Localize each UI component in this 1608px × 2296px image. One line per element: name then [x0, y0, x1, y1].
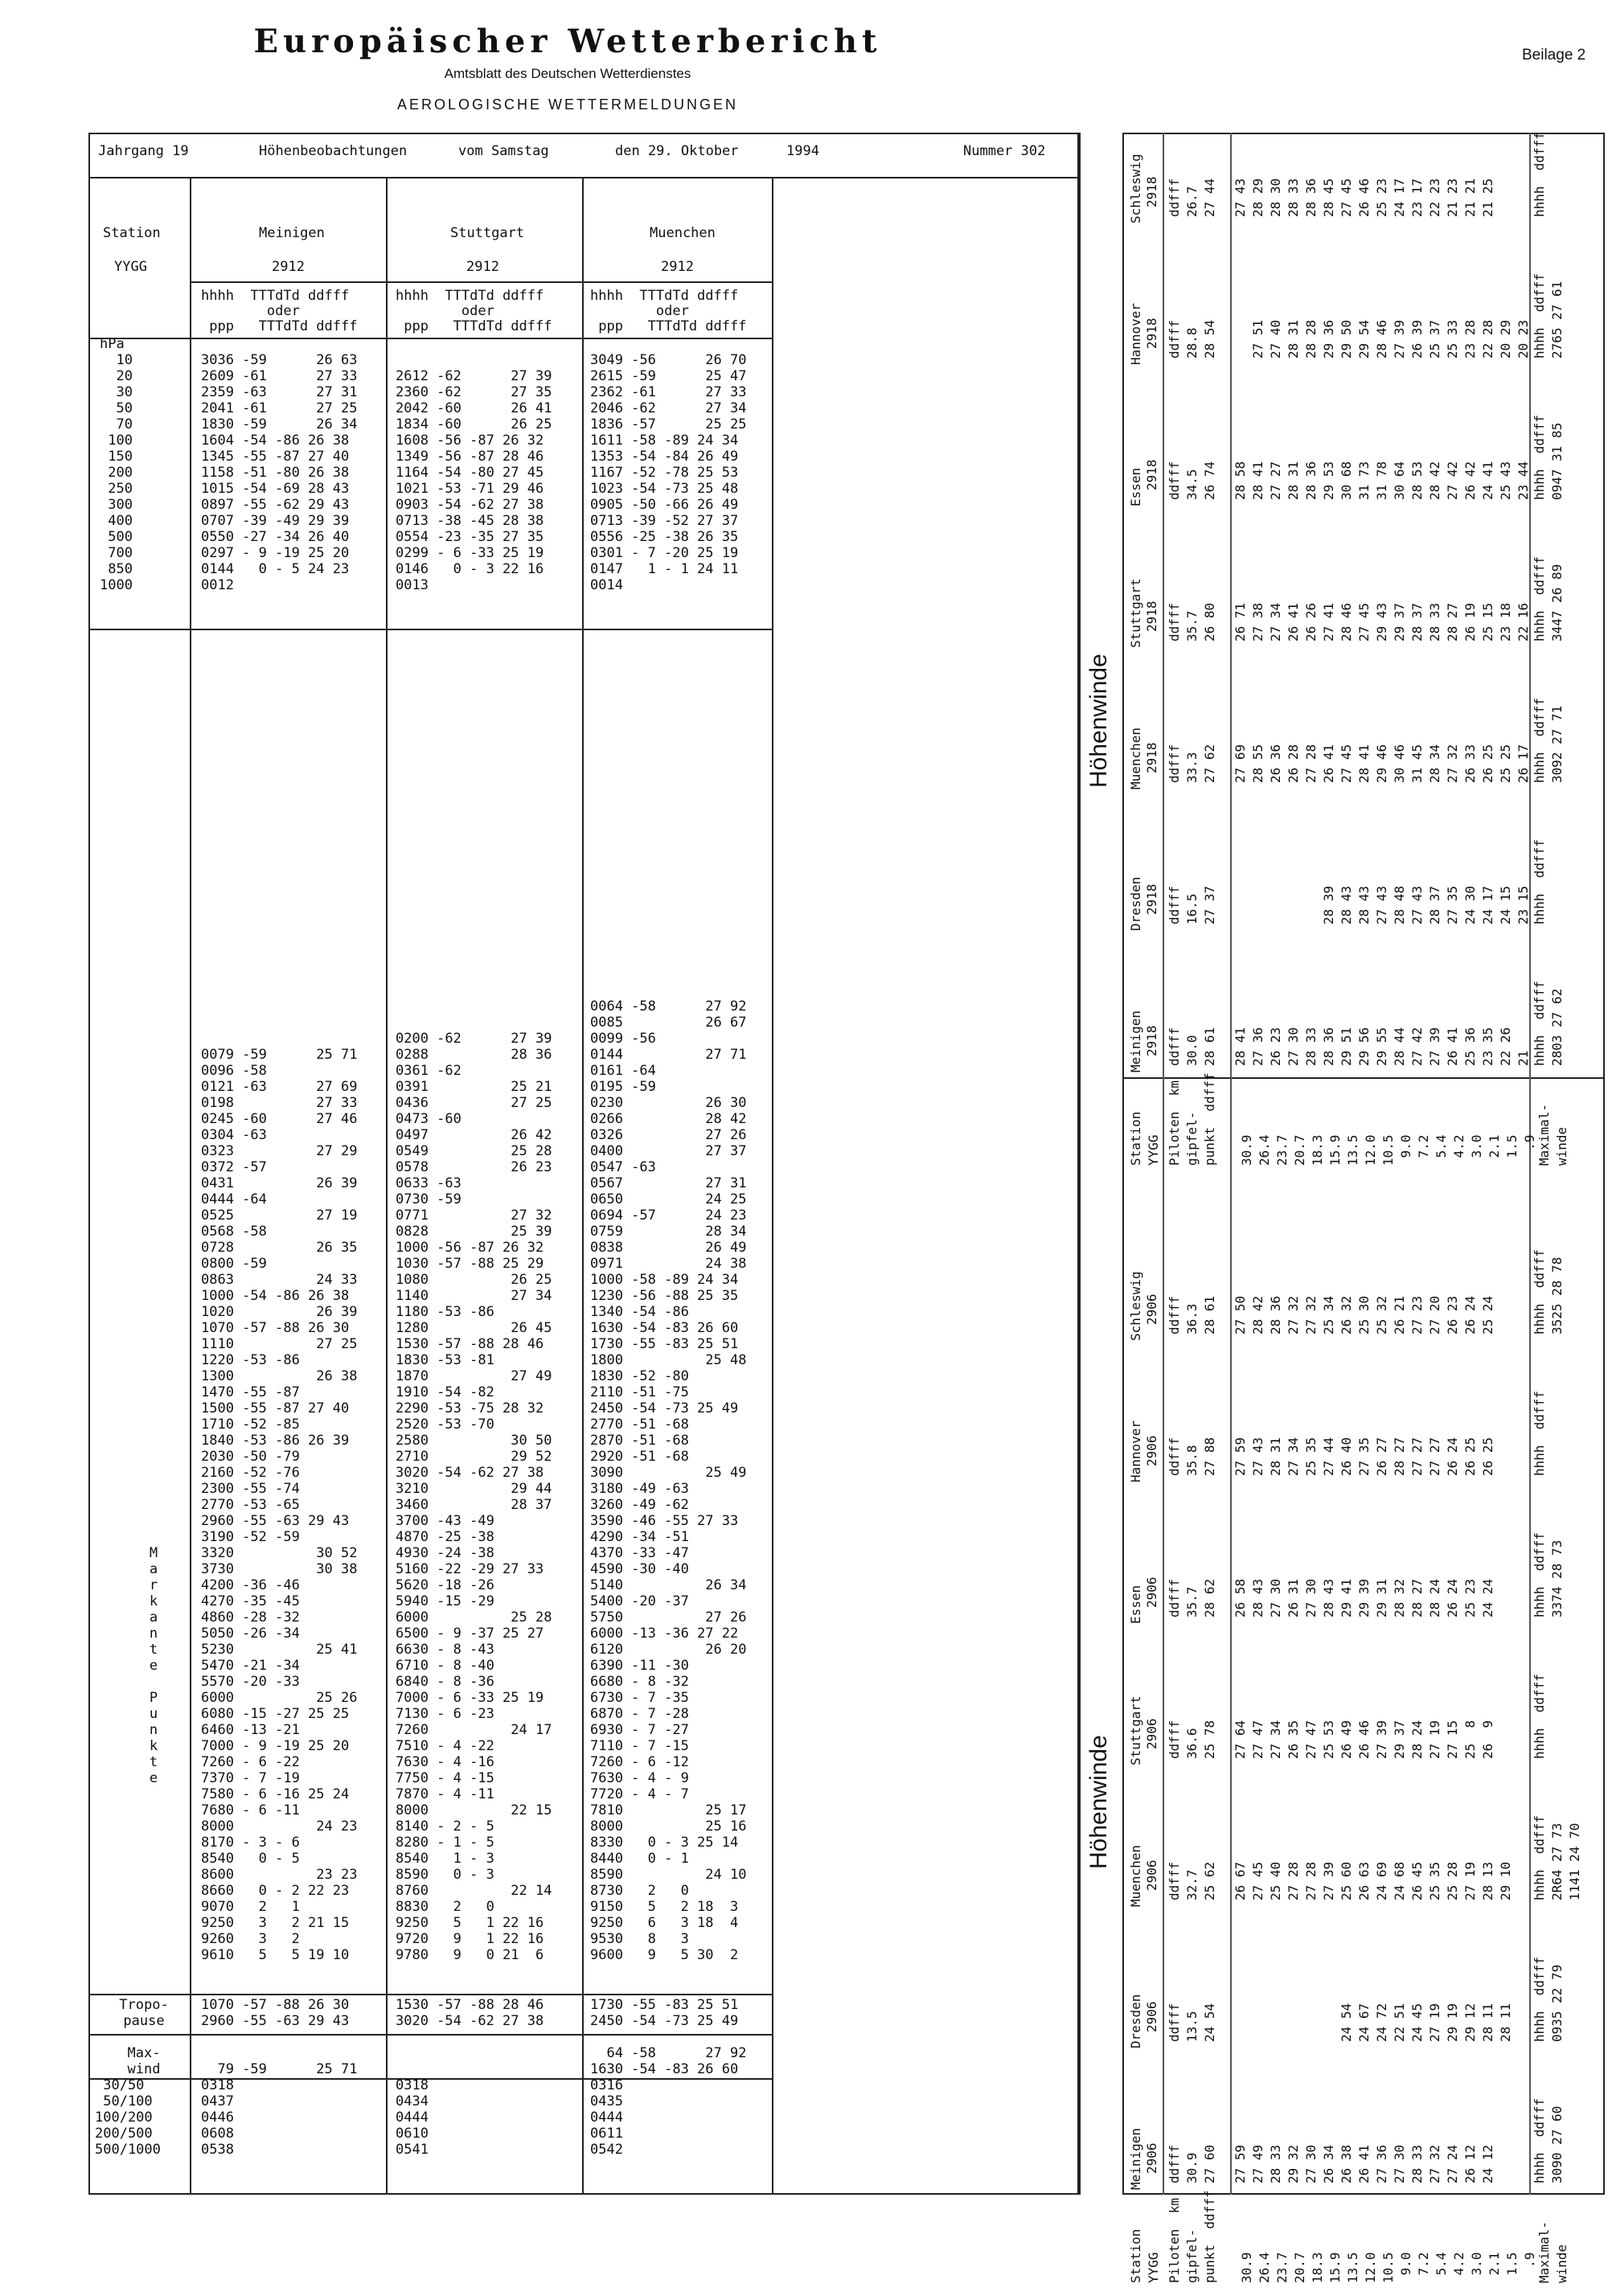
wind-station-label-top: Station YYGG	[1128, 1111, 1161, 1166]
wind-max-bottom-2: hhhh ddfff 2R64 27 73 1141 24 70	[1532, 1815, 1582, 1900]
wind-station-top-2: Muenchen	[1128, 727, 1143, 789]
shear-meinigen: 0318 0437 0446 0608 0538	[201, 2077, 234, 2158]
station-yygg-1: 2912	[272, 259, 305, 275]
wind-data-top-0: 28 41 27 36 26 23 27 30 28 33 28 36 29 51 29 56 29 55 28 44 27 42 27 39 26 41 25 36 23 35 22 26 21	[1233, 1027, 1531, 1066]
wind-head-bottom-0: ddfff 30.9 27 60	[1167, 2144, 1217, 2183]
page-title: Europäischer Wetterbericht	[253, 23, 882, 60]
wind-data-top-3: 26 71 27 38 27 34 26 41 26 26 27 41 28 46 27 45 29 43 29 37 28 37 28 33 28 27 26 19 25 15 23 18 22 16	[1233, 602, 1531, 642]
wind-yygg-bottom-2: 2906	[1144, 1859, 1159, 1891]
wind-max-bottom-6: hhhh ddfff 3525 28 78	[1532, 1249, 1565, 1335]
hoehenwinde-title-top: Höhenwinde	[1085, 654, 1112, 788]
issue-number: Nummer 302	[963, 143, 1046, 159]
wind-head-top-0: ddfff 30.0 28 61	[1167, 1027, 1217, 1066]
wind-data-bottom-5: 27 59 27 43 28 31 27 34 25 35 27 44 26 40 27 35 26 27 28 27 27 27 27 27 26 24 26 25 26 25	[1233, 1437, 1495, 1476]
obs-year: 1994	[786, 143, 819, 159]
maxwind-label: Max- wind	[127, 2045, 161, 2077]
wind-station-top-3: Stuttgart	[1128, 578, 1143, 648]
wind-data-bottom-6: 27 50 28 42 28 36 27 32 27 32 25 34 26 32 25 30 25 32 26 21 27 23 27 20 26 23 26 24 25 24	[1233, 1295, 1495, 1335]
col-head-2c: ppp TTTdTd ddfff	[396, 318, 552, 334]
wind-station-bottom-0: Meinigen	[1128, 2127, 1143, 2190]
tropo-muenchen: 1730 -55 -83 25 51 2450 -54 -73 25 49	[590, 1997, 739, 2029]
wind-max-top-2: hhhh ddfff 3092 27 71	[1532, 698, 1565, 783]
wind-data-bottom-2: 26 67 27 45 25 40 27 28 27 28 27 39 25 60 26 63 24 69 24 68 26 45 25 35 25 28 27 19 28 13 29 10	[1233, 1861, 1513, 1900]
wind-data-bottom-3: 27 64 27 47 27 34 26 35 27 47 25 53 26 49 26 46 27 39 29 37 28 24 27 19 27 15 25 8 26 9	[1233, 1720, 1495, 1759]
wind-max-top-0: hhhh ddfff 2803 27 62	[1532, 981, 1565, 1066]
wind-station-top-0: Meinigen	[1128, 1010, 1143, 1072]
wind-station-top-4: Essen	[1128, 467, 1143, 506]
wind-data-bottom-0: 27 59 27 49 28 33 29 32 27 30 26 34 26 38 26 41 27 36 27 30 28 33 27 32 27 24 26 12 24 12	[1233, 2144, 1495, 2183]
wind-data-bottom-4: 26 58 28 43 27 30 26 31 27 30 28 43 29 41 29 39 29 31 28 32 28 27 28 24 26 24 25 23 24 24	[1233, 1578, 1495, 1617]
wind-yygg-bottom-6: 2906	[1144, 1294, 1159, 1325]
section-title: AEROLOGISCHE WETTERMELDUNGEN	[396, 96, 739, 113]
shear-muenchen: 0316 0435 0444 0611 0542	[590, 2077, 623, 2158]
wind-data-top-2: 27 69 28 55 26 36 26 28 27 28 26 41 27 45 28 41 29 46 30 46 31 45 28 34 27 32 26 33 26 25 25 25 26 17	[1233, 744, 1531, 783]
wind-max-top-1: hhhh ddfff	[1532, 839, 1547, 925]
wind-data-top-1: 28 39 28 43 28 43 27 43 28 48 27 43 28 37 27 35 24 30 24 17 24 15 23 15	[1321, 885, 1531, 925]
col-head-1: hhhh TTTdTd ddfff	[201, 288, 350, 304]
shear-levels: 30/50 50/100 100/200 200/500 500/1000	[95, 2077, 161, 2158]
col-head-1b: oder	[201, 303, 300, 319]
wind-head-bottom-6: ddfff 36.3 28 61	[1167, 1295, 1217, 1335]
maxwind-muenchen: 64 -58 27 92 1630 -54 -83 26 60	[590, 2045, 747, 2077]
wind-yygg-top-5: 2918	[1144, 318, 1159, 349]
supplement-label: Beilage 2	[1522, 47, 1586, 64]
jahrgang: Jahrgang 19	[98, 143, 189, 159]
wind-yygg-top-0: 2918	[1144, 1025, 1159, 1056]
page-subtitle: Amtsblatt des Deutschen Wetterdienstes	[444, 66, 691, 81]
wind-head-top-1: ddfff 16.5 27 37	[1167, 885, 1217, 925]
station-yygg-3: 2912	[661, 259, 694, 275]
col-head-2: hhhh TTTdTd ddfff	[396, 288, 544, 304]
wind-max-bottom-5: hhhh ddfff	[1532, 1391, 1547, 1476]
wind-maximal-label-top: Maximal- winde	[1536, 1103, 1569, 1166]
wind-yygg-bottom-0: 2906	[1144, 2142, 1159, 2174]
obs-day: vom Samstag	[458, 143, 549, 159]
wind-station-label-bottom: Station YYGG	[1128, 2228, 1161, 2283]
wind-yygg-bottom-4: 2906	[1144, 1576, 1159, 1608]
wind-head-bottom-1: ddfff 13.5 24 54	[1167, 2003, 1217, 2042]
station-label: Station	[103, 225, 161, 241]
station-name-3: Muenchen	[650, 225, 716, 241]
markante-punkte-label: M a r k a n t e P u n k t e	[149, 1545, 158, 1786]
tropo-meinigen: 1070 -57 -88 26 30 2960 -55 -63 29 43	[201, 1997, 350, 2029]
col-head-3c: ppp TTTdTd ddfff	[590, 318, 747, 334]
wind-yygg-top-3: 2918	[1144, 601, 1159, 632]
obs-type: Höhenbeobachtungen	[259, 143, 408, 159]
hpa-label: hPa	[100, 336, 125, 352]
maxwind-meinigen: 79 -59 25 71	[217, 2061, 358, 2077]
wind-head-top-2: ddfff 33.3 27 62	[1167, 744, 1217, 783]
wind-head-bottom-2: ddfff 32.7 25 62	[1167, 1861, 1217, 1900]
wind-station-bottom-6: Schleswig	[1128, 1271, 1143, 1341]
wind-data-bottom-1: 24 54 24 67 24 72 22 51 24 45 27 19 29 19 29 12 28 11 28 11	[1339, 2003, 1513, 2042]
col-head-2b: oder	[396, 303, 494, 319]
obs-date: den 29. Oktober	[615, 143, 739, 159]
wind-head-top-5: ddfff 28.8 28 54	[1167, 319, 1217, 359]
wind-yygg-top-1: 2918	[1144, 884, 1159, 915]
wind-piloten-label-bottom: Piloten km gipfel- punkt ddfff	[1167, 2190, 1217, 2283]
wind-station-bottom-3: Stuttgart	[1128, 1695, 1143, 1765]
wind-station-bottom-4: Essen	[1128, 1585, 1143, 1624]
wind-data-top-5: 27 51 27 40 28 31 28 28 29 36 29 50 29 54 28 46 27 39 26 39 25 37 25 33 23 28 22 28 20 29 20 23	[1250, 319, 1531, 359]
wind-head-top-4: ddfff 34.5 26 74	[1167, 461, 1217, 500]
wind-head-top-3: ddfff 35.7 26 80	[1167, 602, 1217, 642]
wind-max-top-4: hhhh ddfff 0947 31 85	[1532, 415, 1565, 500]
wind-piloten-label-top: Piloten km gipfel- punkt ddfff	[1167, 1072, 1217, 1166]
wind-station-bottom-1: Dresden	[1128, 1994, 1143, 2048]
wind-yygg-bottom-5: 2906	[1144, 1435, 1159, 1466]
wind-station-top-5: Hannover	[1128, 302, 1143, 365]
wind-head-bottom-5: ddfff 35.8 27 88	[1167, 1437, 1217, 1476]
yygg-label: YYGG	[114, 259, 147, 275]
wind-station-top-1: Dresden	[1128, 876, 1143, 931]
wind-heights-bottom: 30.9 26.4 23.7 20.7 18.3 15.9 13.5 12.0 10.5 9.0 7.2 5.4 4.2 3.0 2.1 1.5 .9	[1239, 2252, 1537, 2283]
sig-points-muenchen: 0064 -58 27 92 0085 26 67 0099 -56 0144 27 71 0161 -64 0195 -59 0230 26 30 0266 28 42 0326 27 26 0400 27 37 0547 -63 0567 27 31 0650 24 25 0694 -57 24 23 0759 28 34 0838 26 49 0971 24 38 1000 -58 -89 24 34 1230 -56 -88 25 35 1340 -54 -86 1630 -54 -83 26 60 1730 -55 -83 25 51 1800 25 48 1830 -52 -80 2110 -51 -75 2450 -54 -73 25 49 2770 -51 -68 2870 -51 -68 2920 -51 -68 3090 25 49 3180 -49 -63 3260 -49 -62 3590 -46 -55 27 33 4290 -34 -51 4370 -33 -47 4590 -30 -40 5140 26 34 5400 -20 -37 5750 27 26 6000 -13 -36 27 22 6120 26 20 6390 -11 -30 6680 - 8 -32 6730 - 7 -35 6870 - 7 -28 6930 - 7 -27 7110 - 7 -15 7260 - 6 -12 7630 - 4 - 9 7720 - 4 - 7 7810 25 17 8000 25 16 8330 0 - 3 25 14 8440 0 - 1 8590 24 10 8730 2 0 9150 5 2 18 3 9250 6 3 18 4 9530 8 3 9600 9 5 30 2	[590, 998, 747, 1963]
station-name-2: Stuttgart	[450, 225, 525, 241]
tropopause-label: Tropo- pause	[119, 1997, 169, 2029]
wind-max-top-6: hhhh ddfff	[1532, 132, 1547, 217]
wind-max-bottom-4: hhhh ddfff 3374 28 73	[1532, 1532, 1565, 1617]
wind-head-bottom-3: ddfff 36.6 25 78	[1167, 1720, 1217, 1759]
col-head-3: hhhh TTTdTd ddfff	[590, 288, 739, 304]
sig-points-stuttgart: 0200 -62 27 39 0288 28 36 0361 -62 0391 25 21 0436 27 25 0473 -60 0497 26 42 0549 25 28 0578 26 23 0633 -63 0730 -59 0771 27 32 0828 25 39 1000 -56 -87 26 32 1030 -57 -88 25 29 1080 26 25 1140 27 34 1180 -53 -86 1280 26 45 1530 -57 -88 28 46 1830 -53 -81 1870 27 49 1910 -54 -82 2290 -53 -75 28 32 2520 -53 -70 2580 30 50 2710 29 52 3020 -54 -62 27 38 3210 29 44 3460 28 37 3700 -43 -49 4870 -25 -38 4930 -24 -38 5160 -22 -29 27 33 5620 -18 -26 5940 -15 -29 6000 25 28 6500 - 9 -37 25 27 6630 - 8 -43 6710 - 8 -40 6840 - 8 -36 7000 - 6 -33 25 19 7130 - 6 -23 7260 24 17 7510 - 4 -22 7630 - 4 -16 7750 - 4 -15 7870 - 4 -11 8000 22 15 8140 - 2 - 5 8280 - 1 - 5 8540 1 - 3 8590 0 - 3 8760 22 14 8830 2 0 9250 5 1 22 16 9720 9 1 22 16 9780 9 0 21 6	[396, 1031, 552, 1963]
shear-stuttgart: 0318 0434 0444 0610 0541	[396, 2077, 429, 2158]
wind-heights-top: 30.9 26.4 23.7 20.7 18.3 15.9 13.5 12.0 10.5 9.0 7.2 5.4 4.2 3.0 2.1 1.5 .9	[1239, 1134, 1537, 1166]
wind-head-top-6: ddfff 26.7 27 44	[1167, 178, 1217, 217]
wind-yygg-bottom-3: 2906	[1144, 1718, 1159, 1749]
wind-station-top-6: Schleswig	[1128, 154, 1143, 223]
wind-station-bottom-2: Muenchen	[1128, 1844, 1143, 1907]
wind-yygg-bottom-1: 2906	[1144, 2001, 1159, 2032]
wind-max-bottom-1: hhhh ddfff 0935 22 79	[1532, 1957, 1565, 2042]
std-levels-muenchen: 3049 -56 26 70 2615 -59 25 47 2362 -61 27 33 2046 -62 27 34 1836 -57 25 25 1611 -58 -89 24 34 1353 -54 -84 26 49 1167 -52 -78 25 53 1023 -54 -73 25 48 0905 -50 -66 26 49 0713 -39 -52 27 37 0556 -25 -38 26 35 0301 - 7 -20 25 19 0147 1 - 1 24 11 0014	[590, 352, 747, 593]
wind-data-top-6: 27 43 28 29 28 30 28 33 28 36 28 45 27 45 26 46 25 23 24 17 23 17 22 23 21 23 21 21 21 25	[1233, 178, 1495, 217]
col-head-3b: oder	[590, 303, 689, 319]
wind-max-bottom-0: hhhh ddfff 3090 27 60	[1532, 2098, 1565, 2183]
wind-max-top-3: hhhh ddfff 3447 26 89	[1532, 556, 1565, 642]
pressure-levels: 10 20 30 50 70 100 150 200 250 300 400 500 700 850 1000	[100, 352, 133, 593]
wind-station-bottom-5: Hannover	[1128, 1420, 1143, 1482]
wind-head-bottom-4: ddfff 35.7 28 62	[1167, 1578, 1217, 1617]
wind-yygg-top-4: 2918	[1144, 459, 1159, 490]
std-levels-meinigen: 3036 -59 26 63 2609 -61 27 33 2359 -63 27 31 2041 -61 27 25 1830 -59 26 34 1604 -54 -86 26 38 1345 -55 -87 27 40 1158 -51 -80 26 38 1015 -54 -69 28 43 0897 -55 -62 29 43 0707 -39 -49 29 39 0550 -27 -34 26 40 0297 - 9 -19 25 20 0144 0 - 5 24 23 0012	[201, 352, 358, 593]
wind-max-top-5: hhhh ddfff 2765 27 61	[1532, 273, 1565, 359]
wind-yygg-top-2: 2918	[1144, 742, 1159, 773]
hoehenwinde-title-bottom: Höhenwinde	[1085, 1735, 1112, 1869]
wind-max-bottom-3: hhhh ddfff	[1532, 1674, 1547, 1759]
wind-yygg-top-6: 2918	[1144, 176, 1159, 207]
station-yygg-2: 2912	[466, 259, 499, 275]
sig-points-meinigen: 0079 -59 25 71 0096 -58 0121 -63 27 69 0198 27 33 0245 -60 27 46 0304 -63 0323 27 29 0372 -57 0431 26 39 0444 -64 0525 27 19 0568 -58 0728 26 35 0800 -59 0863 24 33 1000 -54 -86 26 38 1020 26 39 1070 -57 -88 26 30 1110 27 25 1220 -53 -86 1300 26 38 1470 -55 -87 1500 -55 -87 27 40 1710 -52 -85 1840 -53 -86 26 39 2030 -50 -79 2160 -52 -76 2300 -55 -74 2770 -53 -65 2960 -55 -63 29 43 3190 -52 -59 3320 30 52 3730 30 38 4200 -36 -46 4270 -35 -45 4860 -28 -32 5050 -26 -34 5230 25 41 5470 -21 -34 5570 -20 -33 6000 25 26 6080 -15 -27 25 25 6460 -13 -21 7000 - 9 -19 25 20 7260 - 6 -22 7370 - 7 -19 7580 - 6 -16 25 24 7680 - 6 -11 8000 24 23 8170 - 3 - 6 8540 0 - 5 8600 23 23 8660 0 - 2 22 23 9070 2 1 9250 3 2 21 15 9260 3 2 9610 5 5 19 10	[201, 1047, 358, 1963]
station-name-1: Meinigen	[259, 225, 325, 241]
std-levels-stuttgart: 2612 -62 27 39 2360 -62 27 35 2042 -60 26 41 1834 -60 26 25 1608 -56 -87 26 32 1349 -56 -87 28 46 1164 -54 -80 27 45 1021 -53 -71 29 46 0903 -54 -62 27 38 0713 -38 -45 28 38 0554 -23 -35 27 35 0299 - 6 -33 25 19 0146 0 - 3 22 16 0013	[396, 368, 552, 593]
wind-data-top-4: 28 58 28 41 27 27 28 31 28 36 29 53 30 68 31 73 31 78 30 64 28 53 28 42 27 42 26 42 24 41 25 43 23 44	[1233, 461, 1531, 500]
wind-maximal-label-bottom: Maximal- winde	[1536, 2220, 1569, 2283]
tropo-stuttgart: 1530 -57 -88 28 46 3020 -54 -62 27 38	[396, 1997, 544, 2029]
col-head-1c: ppp TTTdTd ddfff	[201, 318, 358, 334]
